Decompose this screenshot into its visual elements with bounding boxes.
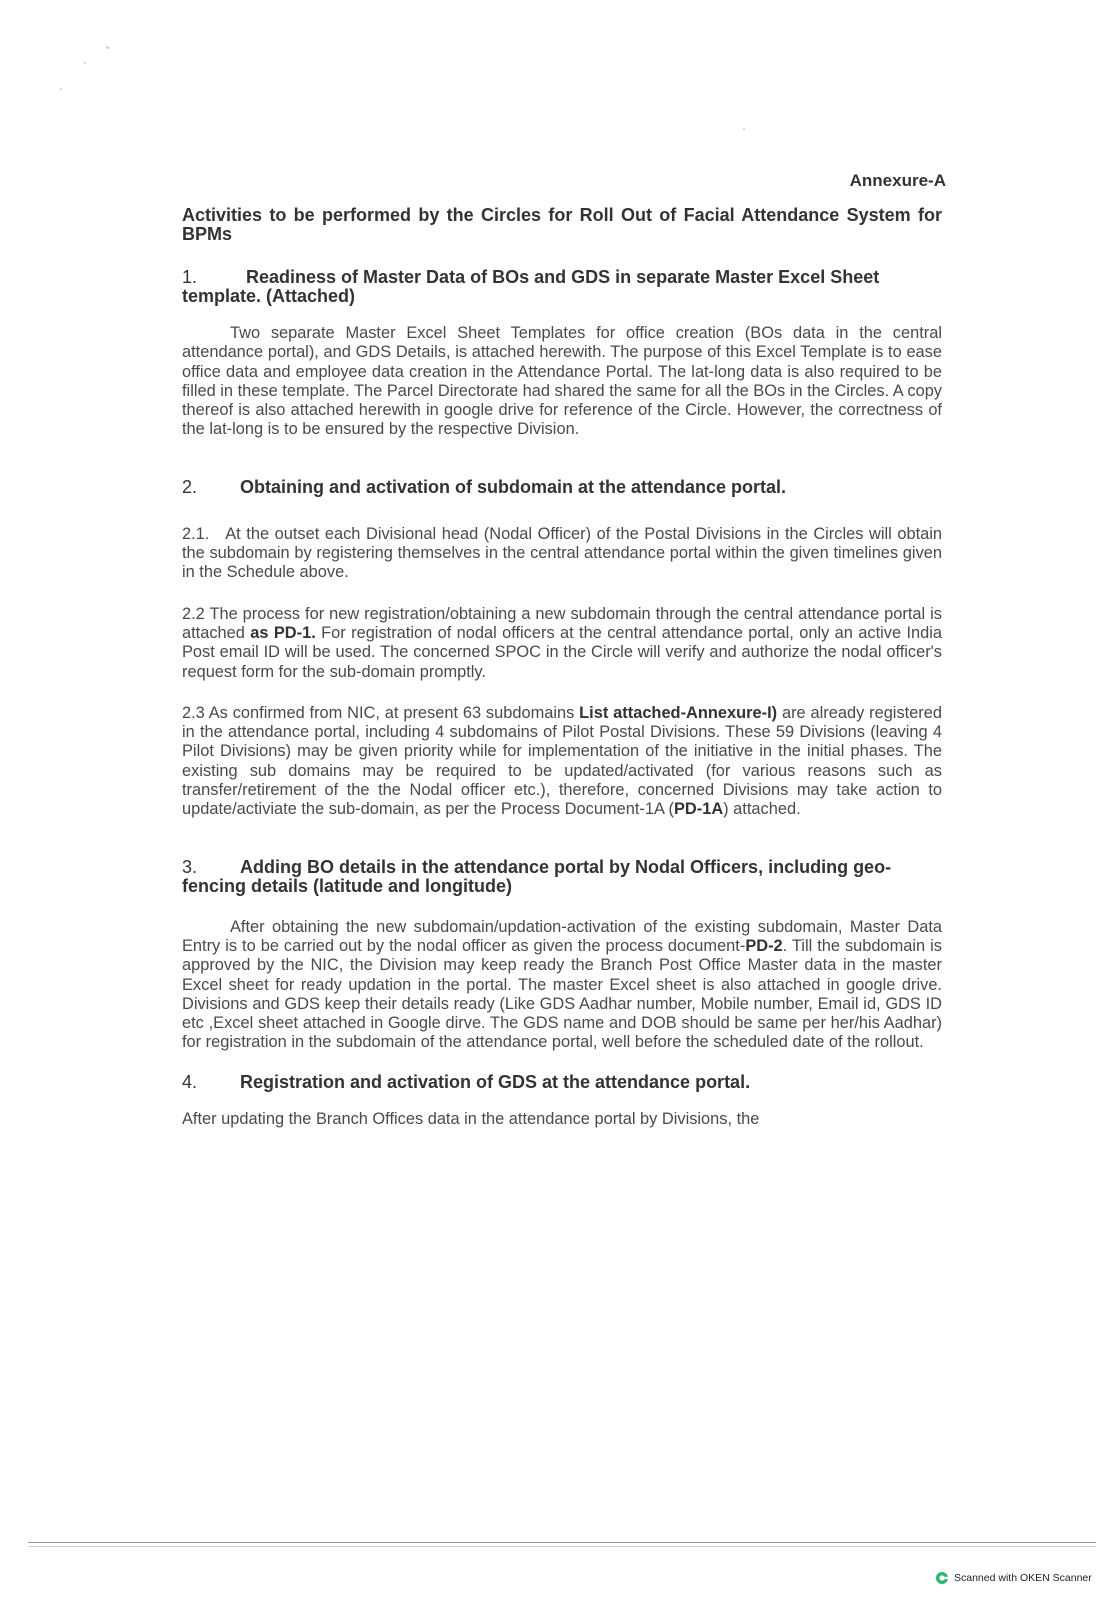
section-4-title-text: Registration and activation of GDS at the attendance portal. [240, 1071, 751, 1092]
section-3-text-end: . Till the subdomain is approved by the NIC, the Division may keep ready the Branch Post Office Master data in the master Excel sheet for ready updation in the portal. The master Excel sheet is also attached in google drive. Divisions and GDS keep their details ready (Like GDS Aadhar number, Mobile number, Email id, GDS ID etc ,Excel sheet attached in Google dirve. The GDS name and DOB should be same per her/his Aadhar) for registration in the subdomain of the attendance portal, well before the scheduled date of the rollout. [182, 936, 942, 1052]
section-2-title-text: Obtaining and activation of subdomain at the attendance portal. [240, 476, 787, 497]
document-body [182, 206, 942, 1129]
section-2-2-text-start: 2.2 The process for new registration/obtaining a new subdomain through the central attendance portal is attached [182, 604, 942, 642]
section-1-number: 1. [182, 267, 198, 287]
scan-speck [84, 62, 86, 64]
scanner-watermark-text: Scanned with OKEN Scanner [954, 1572, 1092, 1584]
section-4 [182, 1073, 942, 1129]
section-2-1-number: 2.1. [182, 524, 210, 543]
section-2-3-text-middle: are already registered in the attendance portal, including 4 subdomains of Pilot Postal Divisions. These 59 Divisions (leaving 4 Pilot Divisions) may be given priority while for implementation of the initiative in the initial phases. The existing sub domains may be required to be updated/activated (for various reasons such as transfer/retirement of the the Nodal officer etc.), therefore, concerned Divisions may take action to update/activiate the sub-domain, as per the Process Document-1A ( [182, 703, 943, 819]
section-2 [182, 478, 942, 820]
section-3-text-start: After obtaining the new subdomain/updation-activation of the existing subdomain, Master Data Entry is to be carried out by the nodal officer as given the process document- [182, 917, 942, 955]
pd-2-reference: PD-2 [745, 936, 783, 955]
section-2-2-text-end: For registration of nodal officers at the central attendance portal, only an active India Post email ID will be used. The concerned SPOC in the Circle will verify and authorize the nodal officer's request form for the sub-domain promptly. [182, 623, 942, 681]
scan-edge-line [28, 1542, 1096, 1543]
section-2-1-text: At the outset each Divisional head (Nodal Officer) of the Postal Divisions in the Circles will obtain the subdomain by registering themselves in the central attendance portal within the given timelines given in the Schedule above. [182, 524, 942, 582]
section-3-number: 3. [182, 856, 198, 877]
scan-edge-line [28, 1546, 1096, 1547]
section-2-3-text-end: ) attached. [723, 800, 801, 819]
oken-scanner-logo-icon [935, 1571, 949, 1585]
section-1-title-text: Readiness of Master Data of BOs and GDS in separate Master Excel Sheet template. (Attached) [182, 267, 880, 306]
scan-speck [743, 128, 745, 130]
section-3-title-text: Adding BO details in the attendance portal by Nodal Officers, including geo-fencing details (latitude and longitude) [182, 856, 892, 896]
section-3-title [182, 858, 942, 896]
section-1-paragraph: Two separate Master Excel Sheet Templates for office creation (BOs data in the central attendance portal), and GDS Details, is attached herewith. The purpose of this Excel Template is to ease office data and employee data creation in the Attendance Portal. The lat-long data is also required to be filled in these template. The Parcel Directorate had shared the same for all the BOs in the Circles. A copy thereof is also attached herewith in google drive for reference of the Circle. However, the correctness of the lat-long is to be ensured by the respective Division. [182, 324, 942, 439]
section-2-3-paragraph [182, 704, 942, 820]
section-3 [182, 858, 942, 1053]
annexure-label: Annexure-A [849, 171, 946, 190]
section-2-3-text-start: 2.3 As confirmed from NIC, at present 63 subdomains [182, 703, 580, 722]
section-4-number: 4. [182, 1071, 198, 1092]
scanner-watermark [935, 1571, 1095, 1585]
section-3-paragraph [182, 918, 942, 1053]
section-4-title [182, 1073, 942, 1092]
annexure-i-reference: List attached-Annexure-I) [579, 703, 778, 722]
scan-speck [60, 88, 62, 90]
section-2-1-paragraph [182, 525, 942, 583]
section-2-title [182, 478, 942, 497]
section-1 [182, 268, 942, 440]
main-heading: Activities to be performed by the Circles for Roll Out of Facial Attendance System for BPMs [182, 205, 942, 244]
section-2-2-paragraph [182, 605, 942, 682]
pd-1-reference: as PD-1. [250, 623, 316, 642]
section-2-number: 2. [182, 476, 198, 497]
section-1-title [182, 268, 942, 306]
pd-1a-reference: PD-1A [673, 800, 724, 819]
scan-speck [106, 46, 109, 49]
section-4-paragraph: After updating the Branch Offices data in the attendance portal by Divisions, the [182, 1109, 760, 1128]
